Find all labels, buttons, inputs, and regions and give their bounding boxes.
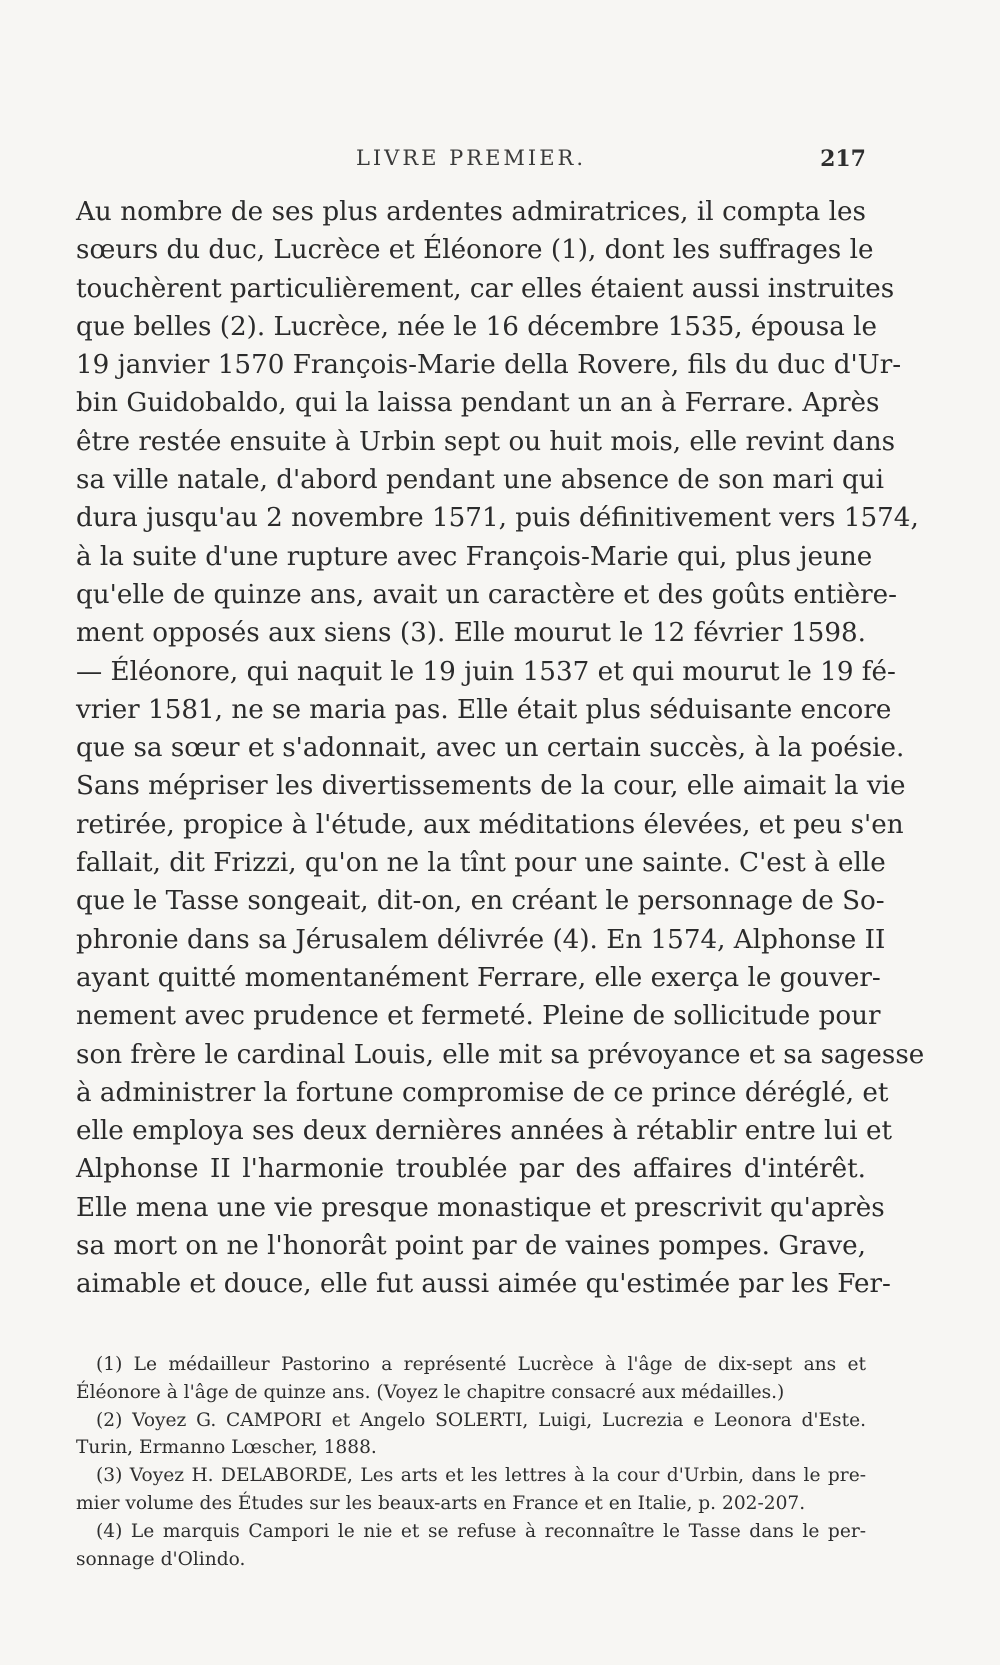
footnote-line: (1) Le médailleur Pastorino a représenté Lucrèce à l'âge de dix-sept ans et (96, 1354, 866, 1375)
text-line: dura jusqu'au 2 novembre 1571, puis définitivement vers 1574, (76, 503, 919, 534)
text-line: Alphonse II l'harmonie troublée par des affaires d'intérêt. (76, 1154, 866, 1185)
text-line: Au nombre de ses plus ardentes admiratrices, il compta les (76, 197, 866, 227)
footnote-line: sonnage d'Olindo. (76, 1548, 246, 1570)
text-line: à administrer la fortune compromise de ce prince déréglé, et (76, 1077, 889, 1108)
text-line: fallait, dit Frizzi, qu'on ne la tînt pour une sainte. C'est à elle (76, 848, 886, 879)
text-line: retirée, propice à l'étude, aux méditations élevées, et peu s'en (76, 809, 904, 840)
text-line: que le Tasse songeait, dit-on, en créant le personnage de So- (76, 886, 885, 917)
text-line: — Éléonore, qui naquit le 19 juin 1537 et qui mourut le 19 fé- (76, 656, 896, 687)
footnote-1 (76, 1351, 866, 1407)
text-line: qu'elle de quinze ans, avait un caractère et des goûts entière- (76, 579, 897, 610)
footnote-line: (4) Le marquis Campori le nie et se refuse à reconnaître le Tasse dans le per- (96, 1520, 866, 1542)
text-line: son frère le cardinal Louis, elle mit sa prévoyance et sa sagesse (76, 1039, 925, 1070)
text-line: phronie dans sa Jérusalem délivrée (4). En 1574, Alphonse II (76, 924, 886, 955)
text-line: sa mort on ne l'honorât point par de vaines pompes. Grave, (76, 1231, 866, 1262)
main-text (76, 193, 925, 1304)
page-header (76, 146, 866, 176)
text-line: sa ville natale, d'abord pendant une absence de son mari qui (76, 465, 885, 496)
text-line: Sans mépriser les divertissements de la cour, elle aimait la vie (76, 771, 906, 802)
text-line: Elle mena une vie presque monastique et prescrivit qu'après (76, 1192, 885, 1223)
footnote-line: (2) Voyez G. CAMPORI et Angelo SOLERTI, Luigi, Lucrezia e Leonora d'Este. (96, 1409, 866, 1431)
text-line: être restée ensuite à Urbin sept ou huit mois, elle revint dans (76, 426, 896, 457)
footnote-line: (3) Voyez H. DELABORDE, Les arts et les lettres à la cour d'Urbin, dans le pre- (96, 1465, 866, 1487)
running-head: LIVRE PREMIER. (355, 146, 587, 170)
footnote-3 (76, 1462, 866, 1518)
footnote-line: Éléonore à l'âge de quinze ans. (Voyez le chapitre consacré aux médailles.) (76, 1381, 785, 1403)
text-line: à la suite d'une rupture avec François-Marie qui, plus jeune (76, 541, 873, 572)
page-number: 217 (820, 146, 866, 172)
text-line: ayant quitté momentanément Ferrare, elle exerça le gouver- (76, 962, 881, 993)
text-line: aimable et douce, elle fut aussi aimée qu'estimée par les Fer- (76, 1269, 891, 1300)
text-line: sœurs du duc, Lucrèce et Éléonore (1), dont les suffrages le (76, 235, 874, 266)
text-line: touchèrent particulièrement, car elles étaient aussi instruites (76, 273, 895, 304)
text-line: ment opposés aux siens (3). Elle mourut le 12 février 1598. (76, 618, 866, 649)
text-line: 19 janvier 1570 François-Marie della Rovere, fils du duc d'Ur- (76, 350, 902, 381)
text-line: que belles (2). Lucrèce, née le 16 décembre 1535, épousa le (76, 311, 878, 342)
text-line: vrier 1581, ne se maria pas. Elle était plus séduisante encore (76, 694, 892, 725)
text-line: que sa sœur et s'adonnait, avec un certain succès, à la poésie. (76, 733, 905, 764)
text-line: elle employa ses deux dernières années à rétablir entre lui et (76, 1116, 892, 1147)
text-line: nement avec prudence et fermeté. Pleine de sollicitude pour (76, 1001, 881, 1032)
footnote-2 (76, 1407, 866, 1463)
footnote-line: mier volume des Études sur les beaux-arts en France et en Italie, p. 202-207. (76, 1492, 806, 1514)
footnote-line: Turin, Ermanno Lœscher, 1888. (76, 1437, 377, 1459)
footnotes (76, 1351, 866, 1573)
footnote-4 (76, 1518, 866, 1574)
text-line: bin Guidobaldo, qui la laissa pendant un an à Ferrare. Après (76, 388, 880, 419)
